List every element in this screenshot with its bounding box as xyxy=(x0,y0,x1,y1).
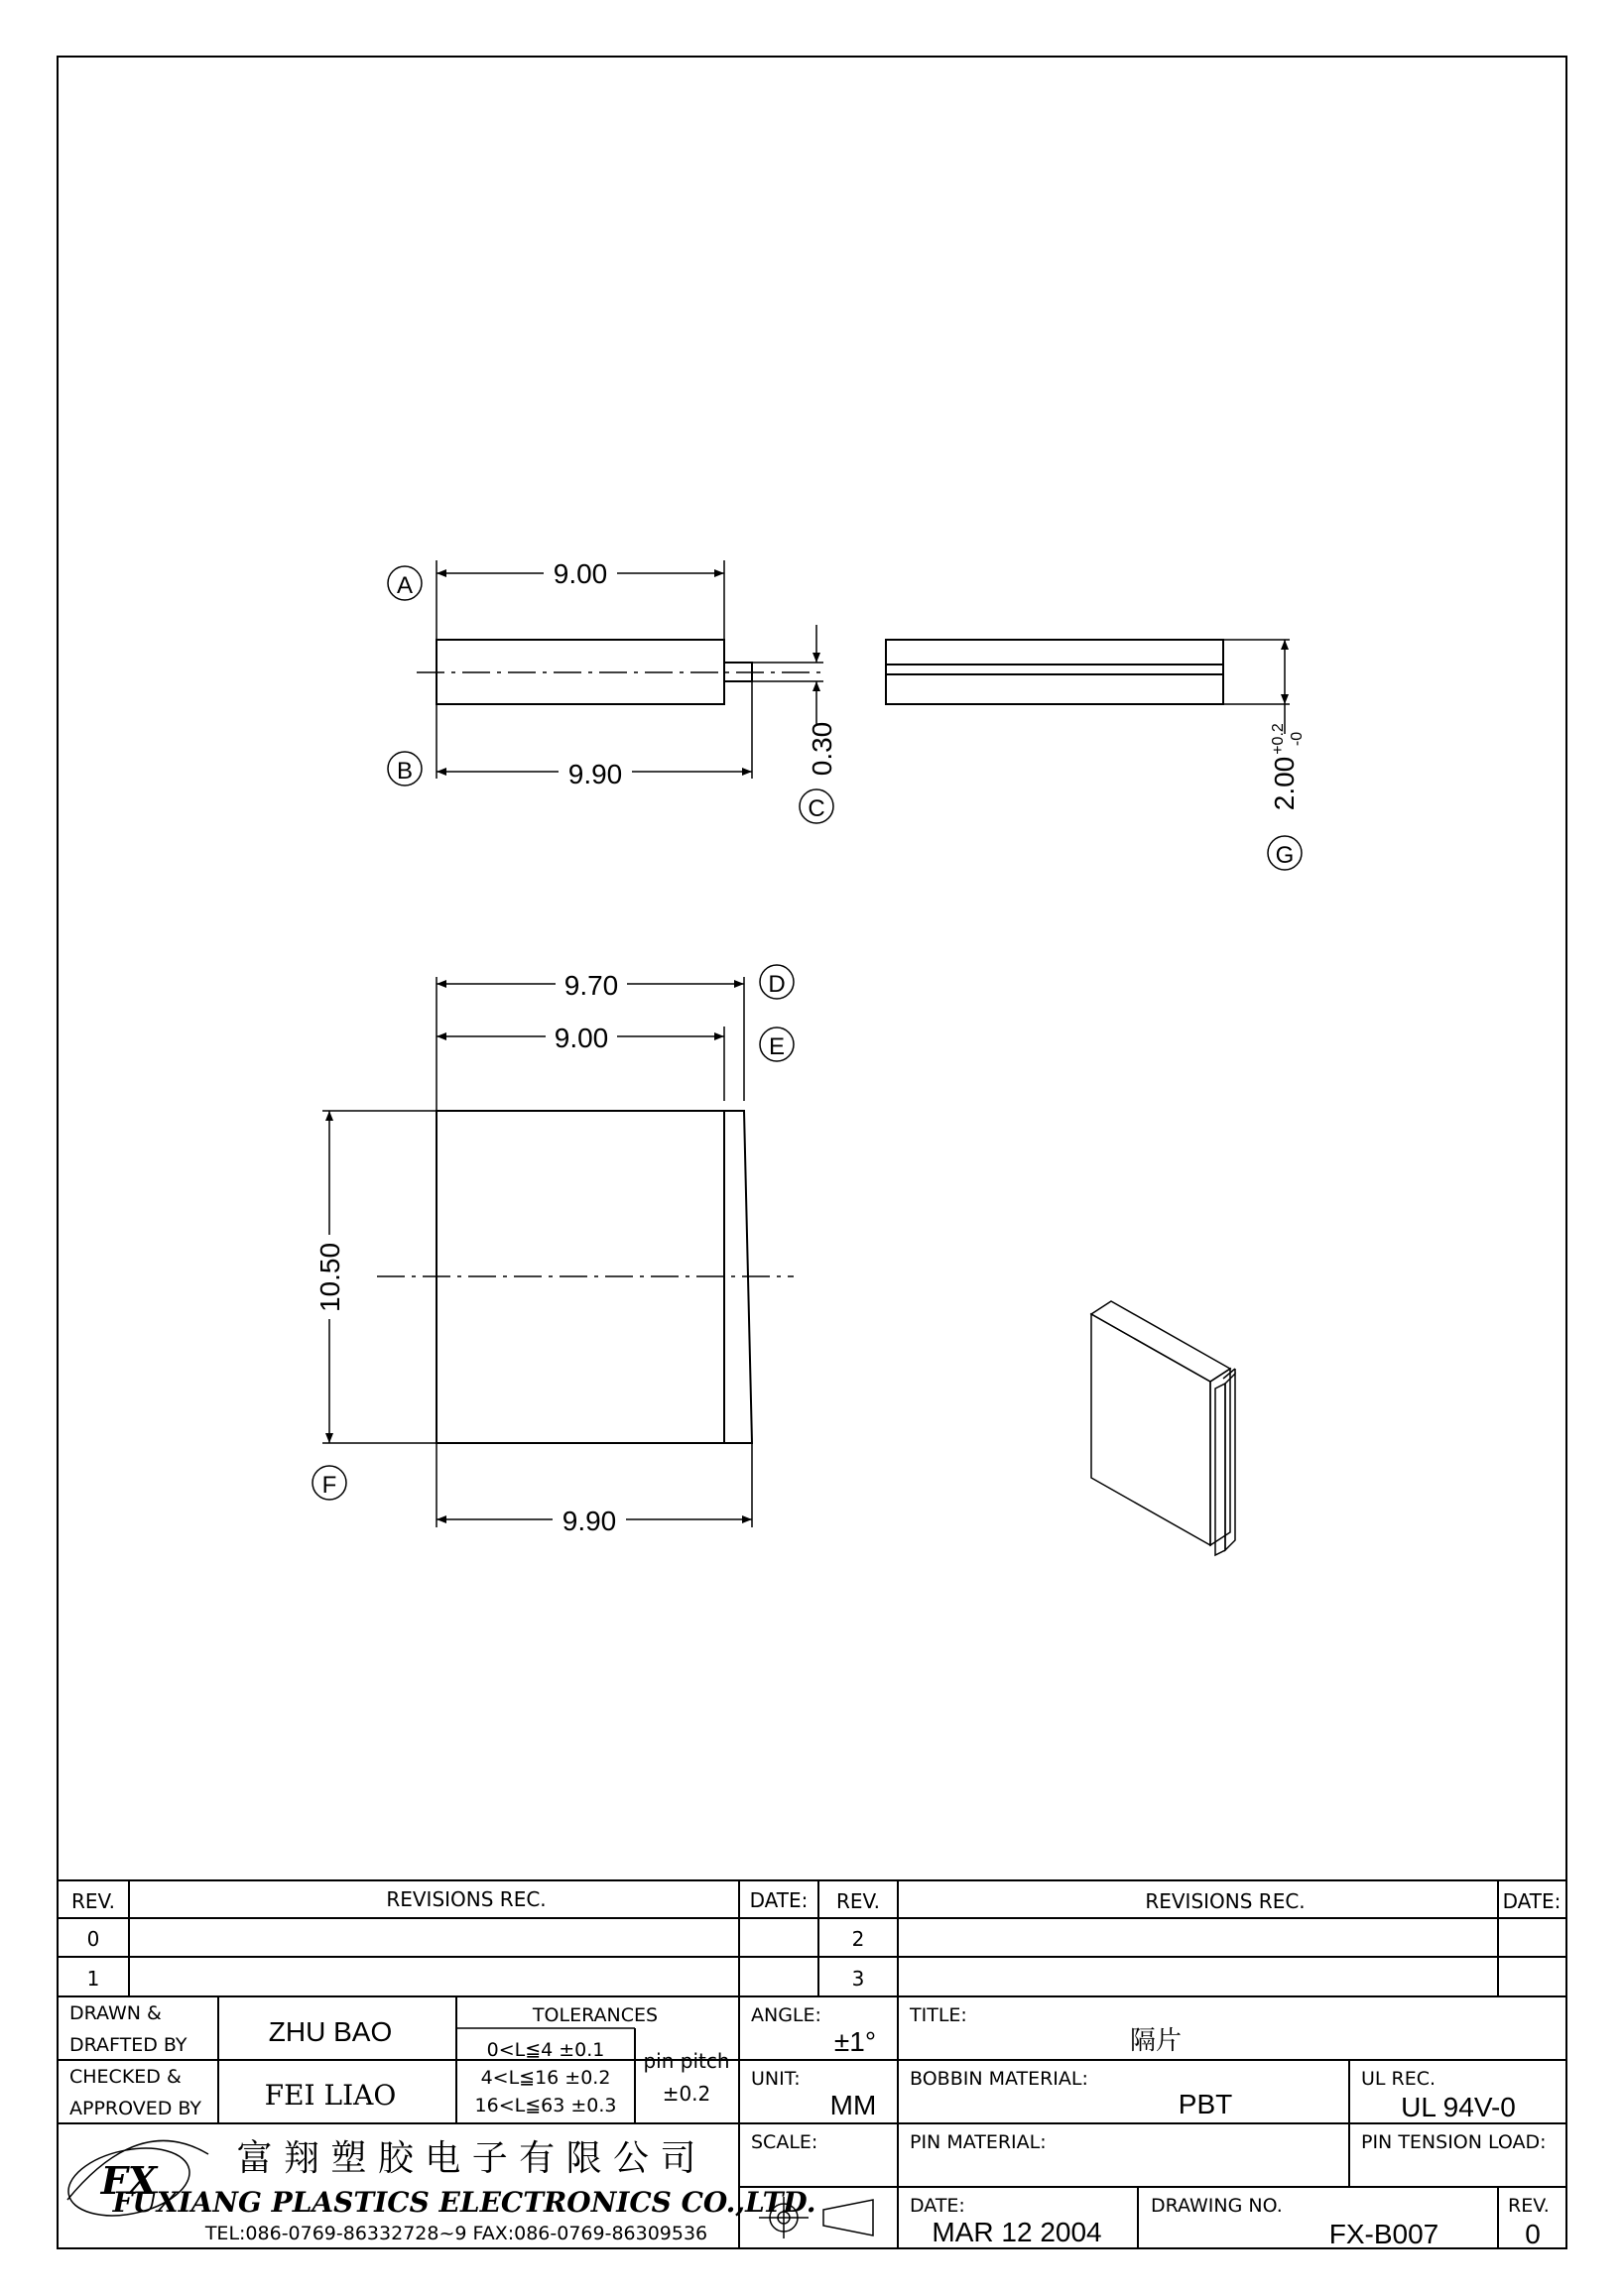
dim-side-tol-minus: -0 xyxy=(1289,731,1306,747)
tol-row-3: 16<L≦63 ±0.3 xyxy=(474,2095,617,2116)
checked-label-1: CHECKED & xyxy=(69,2066,182,2088)
company-chinese-name: 富 翔 塑 胶 电 子 有 限 公 司 xyxy=(236,2138,696,2179)
dim-side-tol-plus: +0.2 xyxy=(1270,723,1287,755)
dim-top-length: 9.00 xyxy=(553,558,608,589)
scale-label: SCALE: xyxy=(751,2131,818,2153)
drawing-frame xyxy=(58,57,1566,2248)
date-label: DATE: xyxy=(910,2195,965,2217)
balloon-f-label: F xyxy=(321,1472,337,1499)
front-view xyxy=(312,965,794,1536)
tol-row-1: 0<L≦4 ±0.1 xyxy=(486,2039,605,2061)
dim-side-thickness: 2.00 xyxy=(1269,756,1300,811)
side-view-body xyxy=(886,640,1223,704)
rev-row-3: 3 xyxy=(851,1967,865,1991)
bobbin-material-value: PBT xyxy=(1178,2089,1233,2119)
dim-top-step: 0.30 xyxy=(807,721,837,777)
pin-pitch-label: pin pitch xyxy=(643,2049,730,2073)
rev-rec-header-right: REVISIONS REC. xyxy=(1145,1889,1306,1913)
pin-material-label: PIN MATERIAL: xyxy=(910,2131,1047,2153)
balloon-d-label: D xyxy=(768,971,786,998)
angle-label: ANGLE: xyxy=(751,2004,821,2026)
angle-value: ±1° xyxy=(833,2026,877,2057)
revisions-table xyxy=(58,1880,1566,1996)
company-contact: TEL:086-0769-86332728~9 FAX:086-0769-86309536 xyxy=(204,2223,708,2244)
pin-pitch-value: ±0.2 xyxy=(662,2082,711,2106)
checked-label-2: APPROVED BY xyxy=(69,2098,202,2119)
top-view xyxy=(388,558,837,823)
rev-value: 0 xyxy=(1525,2219,1541,2249)
rev-rec-header-left: REVISIONS REC. xyxy=(386,1887,547,1911)
dim-top-total: 9.90 xyxy=(567,759,623,789)
dim-front-total: 9.90 xyxy=(562,1506,617,1536)
unit-label: UNIT: xyxy=(751,2068,801,2090)
drawn-label-2: DRAFTED BY xyxy=(69,2034,187,2056)
rev-header-right: REV. xyxy=(836,1889,880,1913)
rev-date-header-left: DATE: xyxy=(749,1888,809,1912)
drawn-value: ZHU BAO xyxy=(268,2016,393,2047)
side-view xyxy=(886,640,1306,870)
drawing-no-value: FX-B007 xyxy=(1328,2219,1439,2249)
rev-row-1: 1 xyxy=(86,1967,100,1991)
company-block xyxy=(62,2138,816,2244)
rev-label: REV. xyxy=(1508,2195,1550,2217)
title-label: TITLE: xyxy=(910,2004,967,2026)
rev-row-2: 2 xyxy=(851,1927,865,1951)
dim-front-width: 9.70 xyxy=(563,970,619,1001)
balloon-c-label: C xyxy=(808,795,825,822)
pin-tension-label: PIN TENSION LOAD: xyxy=(1361,2131,1547,2153)
dim-front-height: 10.50 xyxy=(314,1242,345,1313)
tol-row-2: 4<L≦16 ±0.2 xyxy=(480,2067,611,2089)
balloon-a-label: A xyxy=(396,572,414,599)
balloon-b-label: B xyxy=(396,758,414,785)
date-value: MAR 12 2004 xyxy=(932,2217,1102,2247)
dim-front-inner: 9.00 xyxy=(554,1023,609,1053)
drawn-label-1: DRAWN & xyxy=(69,2002,162,2024)
balloon-e-label: E xyxy=(768,1033,786,1060)
bobbin-material-label: BOBBIN MATERIAL: xyxy=(910,2068,1088,2090)
title-value: 隔片 xyxy=(1129,2026,1183,2056)
drawing-no-label: DRAWING NO. xyxy=(1151,2195,1283,2217)
rev-row-0: 0 xyxy=(86,1927,100,1951)
checked-value: FEI LIAO xyxy=(264,2079,397,2112)
rev-date-header-right: DATE: xyxy=(1502,1889,1562,1913)
balloon-g-label: G xyxy=(1275,842,1295,869)
svg-text:FX: FX xyxy=(100,2158,158,2203)
company-english-name: FUXIANG PLASTICS ELECTRONICS CO.,LTD. xyxy=(112,2186,816,2219)
ul-rec-value: UL 94V-0 xyxy=(1401,2092,1516,2122)
isometric-view xyxy=(1091,1301,1235,1555)
unit-value: MM xyxy=(829,2090,877,2120)
rev-header-left: REV. xyxy=(71,1889,115,1913)
tolerances-label: TOLERANCES xyxy=(532,2004,659,2026)
ul-rec-label: UL REC. xyxy=(1361,2068,1437,2090)
